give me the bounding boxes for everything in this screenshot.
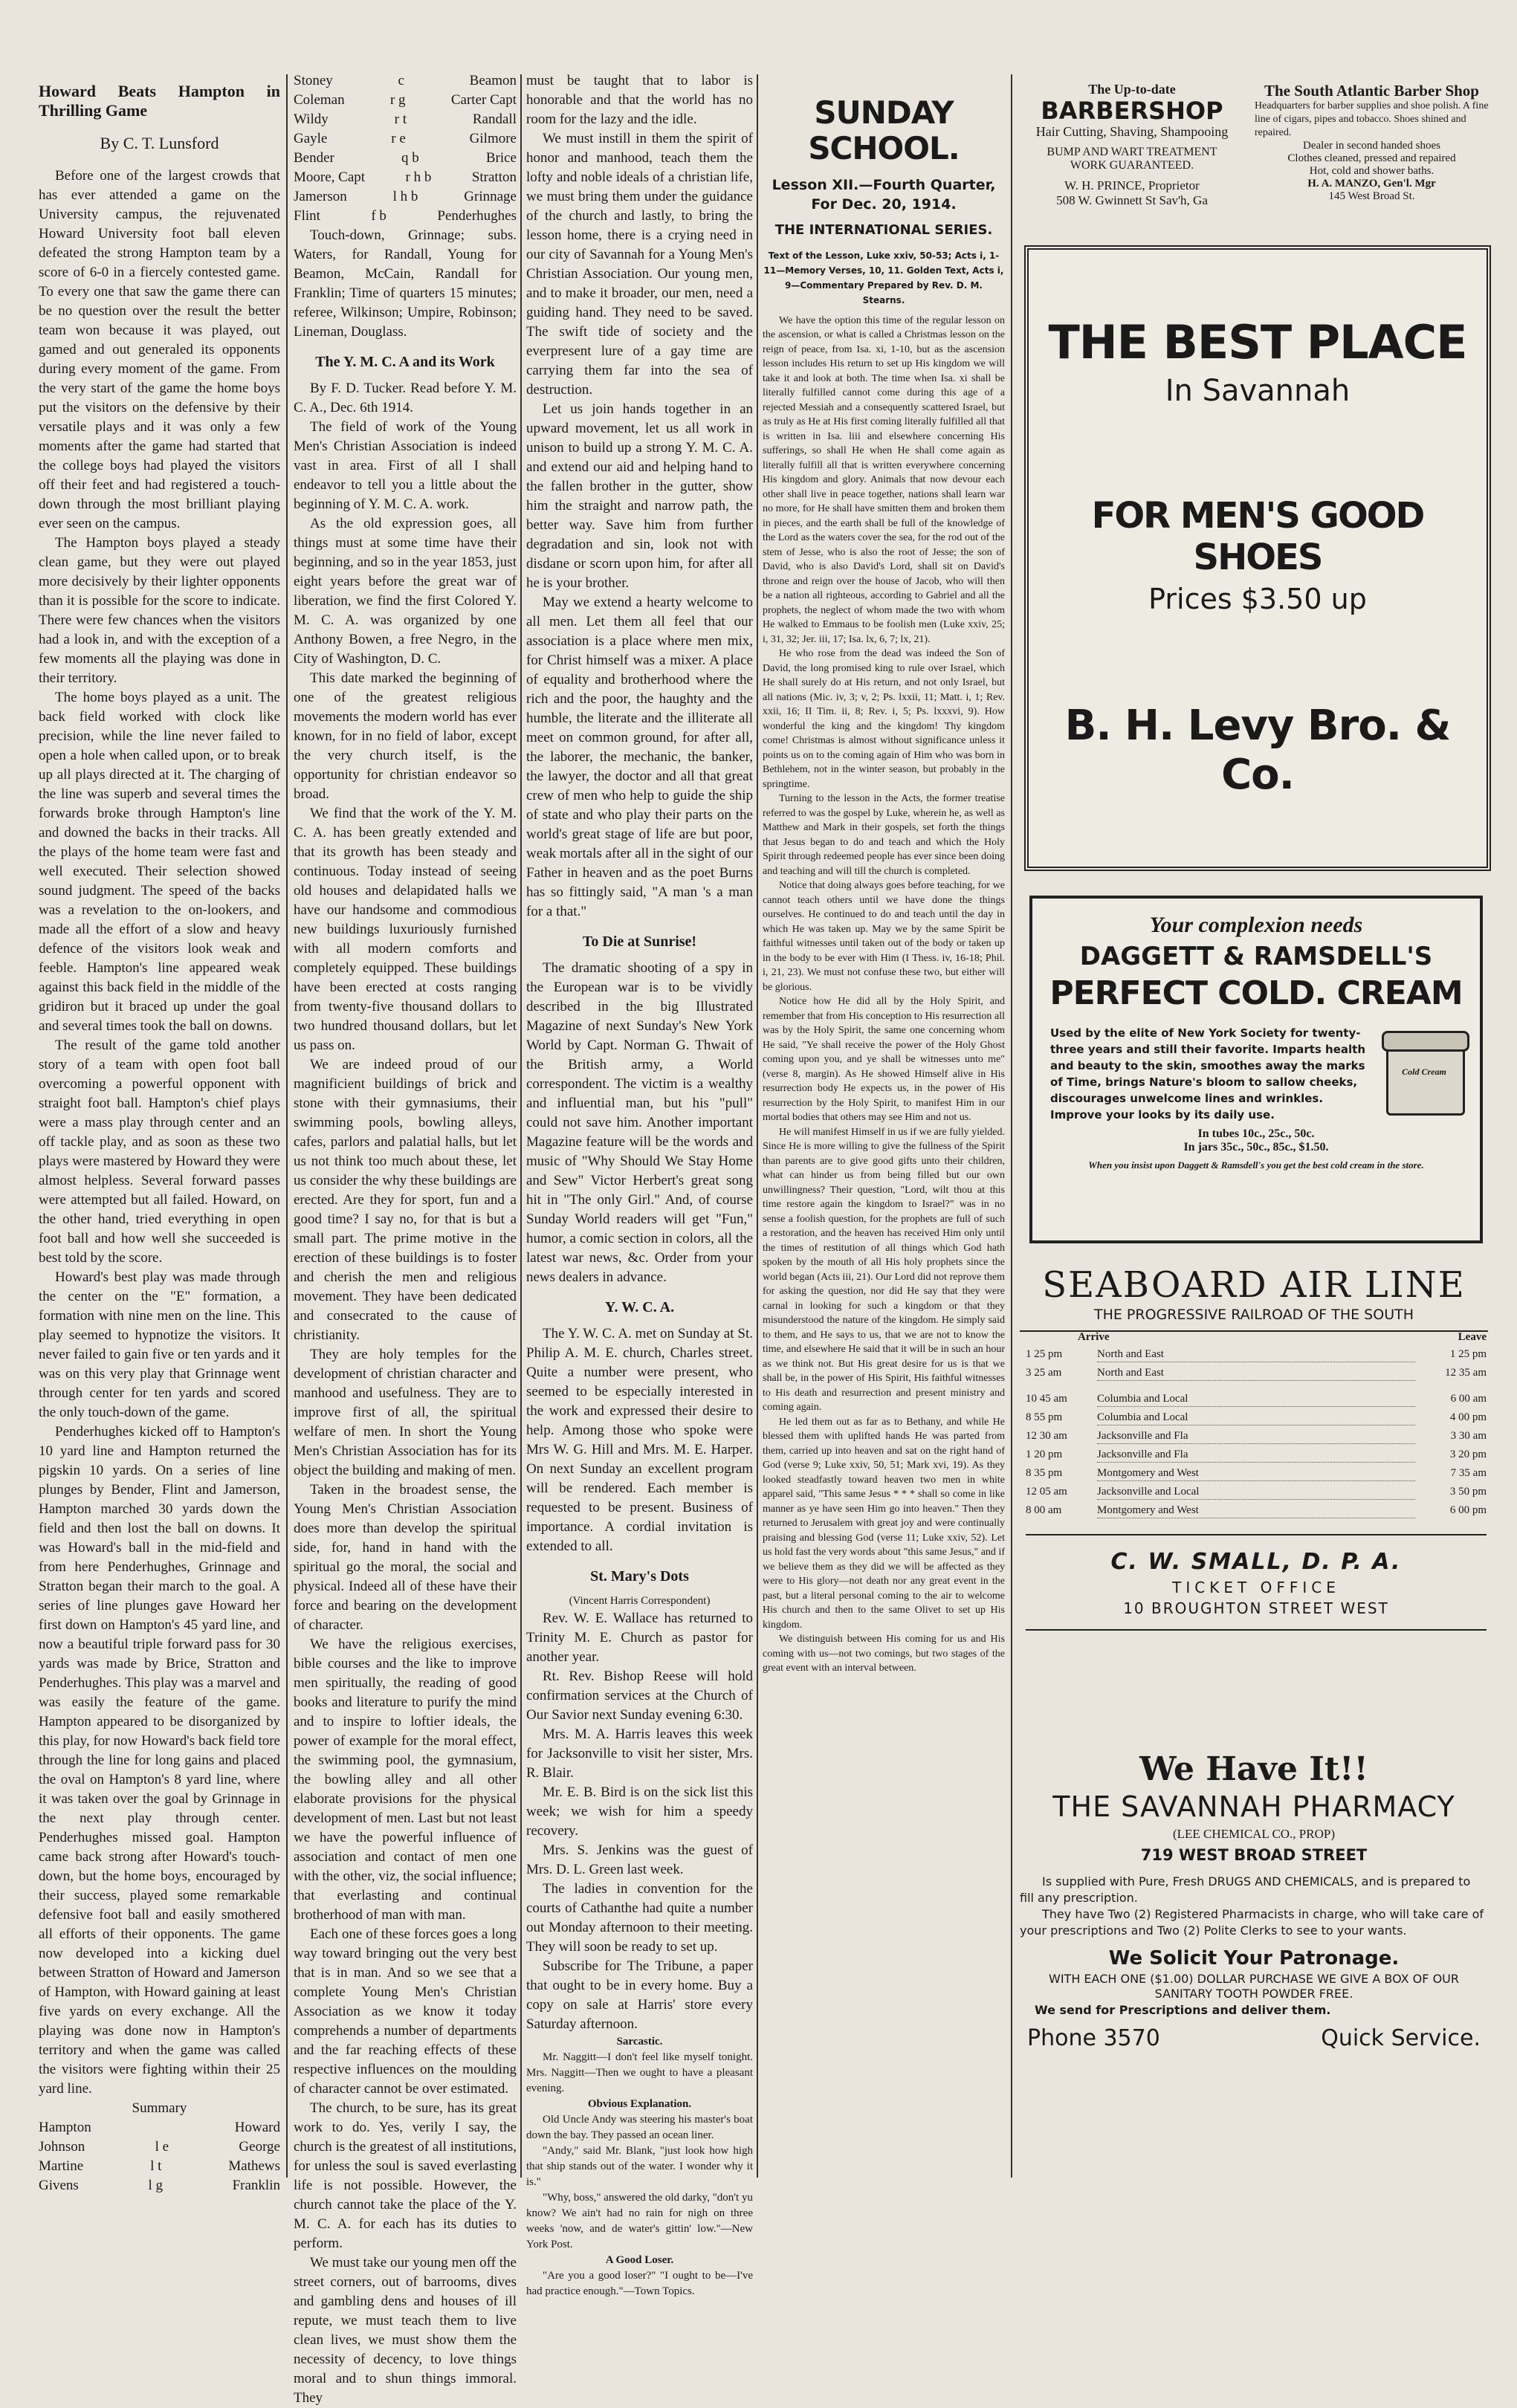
service-tagline: Quick Service. [1321, 2025, 1481, 2051]
article-headline: Obvious Explanation. [587, 2098, 692, 2110]
ad-line: We send for Prescriptions and deliver them. [1035, 2003, 1331, 2017]
ad-line: WITH EACH ONE ($1.00) DOLLAR PURCHASE WE GIVE A BOX OF OUR SANITARY TOOTH POWDER FREE. [1049, 1972, 1459, 2001]
article-paragraph: Subscribe for The Tribune, a paper that ought to be in every home. Buy a copy on sale at Harris' store every Saturday afternoon. [526, 1958, 753, 2032]
pharmacy-footer [1027, 2025, 1481, 2051]
summary-row: Martine l t Mathews [39, 2158, 280, 2174]
article-headline: A Good Loser. [605, 2254, 674, 2266]
ad-line: We Solicit Your Patronage. [1108, 1947, 1400, 1970]
ticket-office: TICKET OFFICE [1172, 1579, 1340, 1596]
seaboard-ad [1020, 1263, 1488, 1332]
article-paragraph: Let us join hands together in an upward movement, let us all work in unison to build up a strong Y. M. C. A. and extend our aid and helping hand to the fallen brother in the gutter, show him the straight and narrow path, the better way. Save him from further degradation and sin, look not with disdane or scorn upon him, for after all he is your brother. [526, 401, 753, 591]
article-byline: By C. T. Lunsford [100, 134, 219, 152]
lineup-row: Wildy r t Randall [294, 111, 517, 127]
lineup-note: Touch-down, Grinnage; subs. Waters, for Randall, Young for Beamon, McCain, Randall for Franklin; Time of quarters 15 minutes; referee, Wilkinson; Umpire, Robinson; Lineman, Douglass. [294, 227, 517, 340]
ad-title: BARBERSHOP [1041, 97, 1223, 125]
ad-body [1050, 1025, 1468, 1123]
lineup-row: Bender q b Brice [294, 150, 517, 166]
article-paragraph: We have the religious exercises, bible courses and the like to improve men spiritually, the reading of good books and literature to purify the mind and to inspire to loftier ideals, the power of example for the moral effect, the swimming pool, the gymnasium, the bowling alley and all other elaborate provisions for the physical development of men. Last but not least we have the powerful influence of association and contact of men one with the other, viz, the social influence; that everlasting and continual brotherhood of man with man. [294, 1637, 517, 1923]
ad-line: Clothes cleaned, pressed and repaired [1287, 152, 1456, 164]
divider [1026, 1629, 1487, 1631]
schedule-row: 8 35 pm Montgomery and West 7 35 am [1026, 1466, 1487, 1485]
article-paragraph: The ladies in convention for the courts of Cathanthe had quite a number out Monday afternoon to their meeting. They will soon be ready to set up. [526, 1881, 753, 1955]
article-paragraph: We have the option this time of the regular lesson on the ascension, or what is called a Christmas lesson on the reign of peace, from Isa. xi, 1-10, but as the ascension lesson includes His return to set up His kingdom we will take it and look at both. The time when Isa. xi shall be literally fulfilled cannot come during this age of a rejected Messiah and a consequently scattered Israel, but as truly as He at His first coming literally fulfilled all that is written in Isa. liii and elsewhere concerning His sufferings, so shall He when He shall come again as literally fulfill all that is written everywhere concerning His kingdom and glory. Animals that now devour each other shall live in peace together, nations shall learn war no more, for He shall have smitten them and broken them in pieces, and the earth shall be full of the knowledge of the Lord as the waters cover the sea, for the rod out of the stem of Jesse, who is also the root of Jesse; the son of David, who is also David's Lord, shall sit on David's throne and reign over the house of Jacob, who will then be a nation all righteous, according to Gabriel and all the prophets, the neglect of whom made the two with whom He walked to Emmaus to be foolish men (Luke xxiv, 25; i, 31, 32; Jer. iii, 17; Isa. lx, 6, 7; lx, 21). [763, 314, 1005, 645]
article-headline: St. Mary's Dots [590, 1568, 689, 1585]
article-paragraph: Rt. Rev. Bishop Reese will hold confirmation services at the Church of Our Savior next Sunday evening 6:30. [526, 1669, 753, 1723]
summary-label: Summary [132, 2100, 187, 2116]
column-4 [763, 95, 1005, 2176]
summary-header: Hampton Howard [39, 2120, 280, 2135]
lineup-row: Moore, Capt r h b Stratton [294, 169, 517, 185]
article-paragraph: Notice that doing always goes before teaching, for we cannot teach others until we have done the things ourselves. He continued to do and teach until the day in which He was taken up. May we by the same Spirit be faithful witnesses until taken out of the body or taken up in the body to be ever with Him (I Thess. iv, 16-18; Phil. i, 21, 23). We must not confuse these two, but either will be glorious. [763, 880, 1005, 993]
sunday-school-masthead: SUNDAY SCHOOL. [808, 94, 960, 166]
lineup-row: Coleman r g Carter Capt [294, 92, 517, 108]
ad-title: PERFECT COLD. CREAM [1049, 974, 1463, 1012]
barber-shop-ad [1255, 82, 1489, 230]
train-schedule [1026, 1330, 1487, 1631]
office-address: 10 BROUGHTON STREET WEST [1123, 1599, 1389, 1617]
lesson-text: Text of the Lesson, Luke xxiv, 50-53; Acts i, 1-11—Memory Verses, 10, 11. Golden Text, Acts i, 9—Commentary Prepared by Rev. D. M. Stearns. [763, 250, 1004, 305]
ad-line: Hair Cutting, Shaving, Shampooing [1035, 124, 1229, 139]
article-paragraph: Mrs. S. Jenkins was the guest of Mrs. D. L. Green last week. [526, 1842, 753, 1877]
ad-line: The Up-to-date [1088, 82, 1176, 97]
schedule-row: 1 20 pm Jacksonville and Fla 3 20 pm [1026, 1448, 1487, 1466]
ad-title: THE SAVANNAH PHARMACY [1052, 1790, 1455, 1823]
lineup-row: Gayle r e Gilmore [294, 131, 517, 146]
article-paragraph: Before one of the largest crowds that has ever attended a game on the University campus, the rejuvenated Howard University foot ball eleven defeated the strong Hampton team by a score of 6-0 in a fiercely contested game. To every one that saw the game there can be no question over the result the better team won because it was played, out gamed and out generaled its opponents during every moment of the game. From the very start of the game the home boys put the visitors on the defensive by their versatile plays and it was only a few moments after the game had started that the college boys had played the visitors off their feet and had registered a touch-down through the most brilliant playing ever seen on the campus. [39, 168, 280, 531]
ad-title: THE BEST PLACE [1048, 315, 1467, 369]
schedule-row: 8 00 am Montgomery and West 6 00 pm [1026, 1504, 1487, 1522]
ad-title: B. H. Levy Bro. & Co. [1064, 702, 1451, 799]
article-paragraph: We must take our young men off the street corners, out of barrooms, dives and gambling dens and houses of ill repute, we must teach them to live clean lives, we must show them the necessity of decency, to love things moral and to shun things immoral. They [294, 2255, 517, 2406]
column-rule [286, 74, 288, 2178]
ad-line: In tubes 10c., 25c., 50c. [1197, 1127, 1315, 1140]
lineup-row: Stoney c Beamon [294, 73, 517, 88]
ad-title: DAGGETT & RAMSDELL'S [1079, 942, 1433, 971]
column-rule [1011, 74, 1012, 2178]
ad-line: Hot, cold and shower baths. [1309, 165, 1434, 177]
article-headline: Y. W. C. A. [604, 1299, 675, 1315]
article-paragraph: The field of work of the Young Men's Christian Association is indeed vast in area. First of all I shall endeavor to tell you a little about the beginning of Y. M. C. A. work. [294, 419, 517, 512]
article-paragraph: "Why, boss," answered the old darky, "don't yu know? We ain't had no rain for nigh on three weeks 'now, and de water's gittin' low."—New York Post. [526, 2192, 753, 2250]
article-paragraph: Mr. Naggitt—I don't feel like myself tonight. Mrs. Naggitt—Then we ought to have a pleasant evening. [526, 2051, 753, 2094]
ad-line: In jars 35c., 50c., 85c., $1.50. [1183, 1141, 1329, 1153]
article-paragraph: Notice how He did all by the Holy Spirit, and remember that from His conception to His resurrection all was by the Holy Spirit, the same one concerning whom He said, "Ye shall receive the power of the Holy Ghost coming upon you, and ye shall be witnesses unto me" (verse 8, margin). As He showed Himself alive in His resurrection body He expects us, in the power of His resurrection by the Holy Spirit, to manifest Him in our mortal bodies that others may see Him and not us. [763, 996, 1005, 1123]
article-paragraph: He will manifest Himself in us if we are fully yielded. Since He is more willing to give the fullness of the Spirit than parents are to give good gifts unto their children, what can hinder us from being filled but our own unwillingness? Their question, "Lord, wilt thou at this time restore again the kingdom to Israel?" was in no sense a foolish question, for the prophets are full of such a restoration, and the heaven has received Him only until the times of restitution of all things which God hath spoken by the mouth of all His holy prophets since the world began (Acts iii, 21). Our Lord did not reprove them for asking the question, nor did He say that they were carnal in looking for such a kingdom or that they misunderstood the nature of the kingdom. He simply said to them, and He says to us, that we are not to know the time, and elsewhere He said that it will be in such an hour as we think not. But His great desire for us is that we shall be, in the power of His Spirit, His faithful witnesses to His death and resurrection and present ministry and coming again. [763, 1126, 1005, 1413]
article-paragraph: Rev. W. E. Wallace has returned to Trinity M. E. Church as pastor for another year. [526, 1611, 753, 1665]
article-paragraph: Penderhughes kicked off to Hampton's 10 yard line and Hampton returned the pigskin 10 yards. On a series of line plunges by Bender, Flint and Jamerson, Hampton marched 30 yards down the field and then lost the ball on downs. It was Howard's ball in the mid-field and from here Penderhughes, Grinnage and Stratton began their march to the goal. A series of line plunges gave Howard her first down on Hampton's 45 yard line, and now a beautiful triple forward pass for 30 yards was made by Brice, Stratton and Penderhughes. This play was a marvel and was easily the feature of the game. Hampton appeared to be disorganized by this play, for now Howard's back field tore through the line for long gains and placed the oval on Hampton's 8 yard line, where it was taken over the goal by Grinnage in the next play through center. Penderhughes missed goal. Hampton came back strong after Howard's touch-down, but the home boys, encouraged by their success, played some remarkable defensive foot ball and easily smothered all efforts of their opponents. The game now developed into a kicking duel between Stratton of Howard and Jamerson of Hampton, with Howard gaining at least five yards on every exchange. All the playing was done now in Hampton's territory and when the game was called the visitors were fighting within their 25 yard line. [39, 1424, 280, 2097]
column-3 [526, 71, 753, 2297]
summary-row: Givens l g Franklin [39, 2178, 280, 2193]
article-paragraph: Turning to the lesson in the Acts, the former treatise referred to was the gospel by Luke, wherein he, as well as Matthew and Mark in their gospels, set forth the things that Jesus began to do and teach and which the Holy Spirit through redeemed people has ever since been doing and teaching and will till the church is completed. [763, 793, 1005, 877]
article-paragraph: must be taught that to labor is honorable and that the world has no room for the lazy and the idle. [526, 73, 753, 127]
article-paragraph: The church, to be sure, has its great work to do. Yes, verily I say, the church is the greatest of all institutions, for unless the soul is saved everlasting life is not possible. However, the church cannot take the place of the Y. M. C. A. for each has its duties to perform. [294, 2100, 517, 2251]
column-rule [520, 74, 522, 2178]
article-paragraph: May we extend a hearty welcome to all men. Let them all feel that our association is a place where men mix, for Christ himself was a mixer. A place of equality and brotherhood where the rich and the poor, the haughty and the humble, the literate and the illiterate all meet on common ground, for after all, the laborer, the mechanic, the banker, the lawyer, the doctor and all that great crew of men who help to guide the ship of state and who play their parts on the world's great stage of life are but poor, weak mortals after all in the sight of our Father in heaven and as the poet Burns has so fittingly said, "A man 's a man for a that." [526, 595, 753, 919]
article-paragraph: Each one of these forces goes a long way toward bringing out the very best that is in man. And so we see that a complete Young Men's Christian Association as we know it today comprehends a number of departments and the far reaching effects of these respective influences on the moulding of character cannot be over estimated. [294, 1926, 517, 2097]
article-headline: The Y. M. C. A and its Work [315, 354, 495, 370]
cream-jar-icon [1379, 1025, 1468, 1122]
article-byline: (Vincent Harris Correspondent) [569, 1595, 711, 1607]
ad-line: 719 WEST BROAD STREET [1140, 1846, 1368, 1864]
schedule-row: 12 30 am Jacksonville and Fla 3 30 am [1026, 1429, 1487, 1448]
schedule-row: 8 55 pm Columbia and Local 4 00 pm [1026, 1411, 1487, 1429]
lineup-table [294, 71, 517, 226]
article-headline: Sarcastic. [616, 2036, 663, 2048]
pharmacy-ad [1020, 1750, 1488, 2051]
article-paragraph: The Y. W. C. A. met on Sunday at St. Philip A. M. E. church, Charles street. Quite a number were present, who seemed to be especially interested in the work and expressed their desire to help. Among those who spoke were Mrs W. G. Hill and Mrs. M. E. Harper. On next Sunday an excellent program will be rendered. Each member is requested to be present. Business of importance. A cordial invitation is extended to all. [526, 1326, 753, 1554]
cold-cream-ad [1029, 896, 1483, 1243]
barber-shop-ad [1017, 82, 1247, 230]
ad-title: FOR MEN'S GOOD SHOES [1091, 495, 1424, 578]
lineup-row: Flint f b Penderhughes [294, 208, 517, 224]
article-paragraph: Mrs. M. A. Harris leaves this week for Jacksonville to visit her sister, Mrs. R. Blair. [526, 1726, 753, 1781]
ad-line: They have Two (2) Registered Pharmacists in charge, who will take care of your prescriptions and Two (2) Polite Clerks to see to your wants. [1020, 1907, 1484, 1938]
summary-row: Johnson l e George [39, 2139, 280, 2155]
article-paragraph: The result of the game told another story of a team with open foot ball overcoming a powerful opponent with straight foot ball. Hampton's chief plays were a mass play through center and an off tackle play, and as soon as these two plays were mastered by Howard they were almost helpless. Several forward passes were attempted but all failed. Howard, on the other hand, tried everything in open foot ball and how well she succeeded is best told by the score. [39, 1038, 280, 1266]
article-paragraph: The Hampton boys played a steady clean game, but they were out played more decisively by their lighter opponents than it is possible for the score to indicate. There were few chances when the visitors had a look in, and with the exception of a few moments all the playing was done in their territory. [39, 535, 280, 686]
phone-number: Phone 3570 [1027, 2025, 1160, 2051]
ad-line: THE PROGRESSIVE RAILROAD OF THE SOUTH [1093, 1307, 1414, 1323]
ad-line: Is supplied with Pure, Fresh DRUGS AND CHEMICALS, and is prepared to fill any prescription. [1020, 1874, 1471, 1905]
article-paragraph: He who rose from the dead was indeed the Son of David, the long promised king to rule over Israel, which He shall surely do at His return, and not only Israel, but all nations (Mic. iv, 3; v, 2; Ps. lxxii, 11; Matt. i, 1; Rev. xxii, 16; II Tim. ii, 8; Rev. i, 5; Ps. lxxxvi, 9). How wonderful the king and the kingdom! Thy kingdom come! Christmas is almost without significance unless it points us on to the coming again of Him who was born in Bethlehem, not in the winter season, but probably in the springtime. [763, 648, 1005, 790]
summary-table [39, 2118, 280, 2195]
levy-shoes-ad [1024, 245, 1491, 871]
article-paragraph: Old Uncle Andy was steering his master's boat down the bay. They passed an ocean liner. [526, 2114, 753, 2141]
series-title: THE INTERNATIONAL SERIES. [774, 222, 993, 238]
article-paragraph: This date marked the beginning of one of the greatest religious movements the modern world has ever known, for in no field of labor, except the very church itself, is the opportunity for christian endeavor so broad. [294, 670, 517, 802]
article-paragraph: The dramatic shooting of a spy in the European war is to be vividly described in the big Illustrated Magazine of next Sunday's New York World by Capt. Norman G. Thwait of the British army, a World correspondent. The victim is a wealthy and influential man, but his "pull" could not save him. Another important Magazine feature will be the words and music of "Why Should We Stay Home and Sew" Victor Herbert's great song hit in "The only Girl." And, of course Sunday World readers will get "Fun," humor, a comic section in colors, all the latest war news, &c. Order from your news dealers in advance. [526, 960, 753, 1285]
ad-line: 508 W. Gwinnett St Sav'h, Ga [1056, 193, 1208, 207]
schedule-row: 1 25 pm North and East 1 25 pm [1026, 1347, 1487, 1366]
article-paragraph: We distinguish between His coming for us and His coming with us—not two comings, but two stages of the great event with an interval between. [763, 1634, 1005, 1674]
schedule-header: Arrive Leave [1078, 1331, 1487, 1343]
article-paragraph: Howard's best play was made through the center on the "E" formation, a formation with nine men on the line. This play seemed to hypnotize the visitors. It never failed to gain five or ten yards and it was on this very play that Grinnage went through center for ten yards and scored the only touch-down of the game. [39, 1269, 280, 1420]
article-paragraph: Taken in the broadest sense, the Young Men's Christian Association does more than develop the spiritual side, for, hand in hand with the spiritual go the moral, the social and physical. Indeed all of these have their force and bearing on the development of character. [294, 1482, 517, 1633]
article-paragraph: As the old expression goes, all things must at some time have their beginning, and so in the year 1853, just eight years before the great war of liberation, we find the first Colored Y. M. C. A. was organized by one Anthony Bowen, a free Negro, in the City of Washington, D. C. [294, 516, 517, 667]
ad-title: We Have It!! [1139, 1750, 1368, 1788]
article-headline: To Die at Sunrise! [582, 933, 697, 950]
article-paragraph: "Are you a good loser?" "I ought to be—I've had practice enough."—Town Topics. [526, 2270, 753, 2297]
ad-line: WORK GUARANTEED. [1070, 159, 1194, 172]
article-paragraph: Mr. E. B. Bird is on the sick list this week; we wish for him a speedy recovery. [526, 1784, 753, 1839]
schedule-row: 10 45 am Columbia and Local 6 00 am [1026, 1392, 1487, 1411]
article-paragraph: They are holy temples for the development of christian character and manhood and usefulness. They are to improve first of all, the spiritual welfare of men. In short the Young Men's Christian Association has for its object the building and making of men. [294, 1347, 517, 1478]
ad-line: In Savannah [1165, 374, 1351, 408]
schedule-row: 12 05 am Jacksonville and Local 3 50 pm [1026, 1485, 1487, 1504]
divider [1026, 1534, 1487, 1535]
column-1 [39, 82, 280, 2193]
column-rule [757, 74, 758, 2178]
agent-name: C. W. SMALL, D. P. A. [1110, 1549, 1402, 1575]
article-headline: Howard Beats Hampton in Thrilling Game [39, 82, 280, 120]
article-byline: By F. D. Tucker. Read before Y. M. C. A., Dec. 6th 1914. [294, 381, 517, 415]
schedule-row: 3 25 am North and East 12 35 am [1026, 1366, 1487, 1385]
lesson-title: Lesson XII.—Fourth Quarter, For Dec. 20, 1914. [772, 177, 996, 213]
lineup-row: Jamerson l h b Grinnage [294, 189, 517, 204]
ad-title: SEABOARD AIR LINE [1042, 1264, 1466, 1306]
jar-label: Cold Cream [1402, 1067, 1446, 1077]
ad-line: Dealer in second handed shoes [1303, 140, 1440, 152]
article-paragraph: We are indeed proud of our magnificient buildings of brick and stone with their gymnasiums, their swimming pools, bowling alleys, cafes, parlors and palatial halls, but let us not think too much about these, let us consider the why these buildings are erected. Are they for sport, fun and a good time? I say no, for that is but a small part. The prime motive in the erection of these buildings is to foster and cherish the men and religious movement. They have been dedicated and consecrated to the cause of christianity. [294, 1057, 517, 1343]
article-paragraph: The home boys played as a unit. The back field worked with clock like precision, while the line never failed to open a hole when called upon, or to break up all plays directed at it. The charging of the line was superb and several times the forwards broke through Hampton's line and downed the backs in their tracks. All the plays of the home team were fast and well executed. Their selection showed sound judgment. The speed of the backs was a revelation to the on-lookers, and made all the effort of a slow and heavy defence of the visitors look weak and feeble. Hampton's line appeared weak against this back field in the middle of the gridiron but it braced up under the goal and several times took the ball on downs. [39, 690, 280, 1034]
ad-line: BUMP AND WART TREATMENT [1047, 146, 1217, 158]
ad-line: Headquarters for barber supplies and shoe polish. A fine line of cigars, pipes and tobacco. Shoes shined and repaired. [1255, 100, 1489, 138]
ad-line: (LEE CHEMICAL CO., PROP) [1172, 1827, 1335, 1841]
column-2 [294, 71, 517, 2406]
ad-line: Prices $3.50 up [1148, 583, 1367, 615]
article-paragraph: "Andy," said Mr. Blank, "just look how high that ship stands out of the water. I wonder why it is." [526, 2145, 753, 2188]
ad-line: Used by the elite of New York Society for twenty-three years and still their favorite. Imparts health and beauty to the skin, smoothes away the marks of Time, brings Nature's bloom to sallow cheeks, discourages unwelcome lines and wrinkles. Improve your looks by its daily use. [1050, 1026, 1366, 1122]
article-paragraph: We must instill in them the spirit of honor and manhood, teach them the lofty and noble ideals of a christian life, we must bring them under the guidance of the church and lastly, to bring the lesson home, there is a crying need in our city of Savannah for a Young Men's Christian Association. Our young men, and to make it broader, our men, need a guiding hand. They need to be saved. The swift tide of society and the everpresent lure of a gay time are carrying them far into the sea of destruction. [526, 131, 753, 398]
ad-line: When you insist upon Daggett & Ramsdell's you get the best cold cream in the store. [1088, 1159, 1424, 1171]
ad-title: The South Atlantic Barber Shop [1264, 82, 1479, 100]
article-paragraph: We find that the work of the Y. M. C. A. has been greatly extended and that its growth has been steady and continuous. Today instead of seeing old houses and delapidated halls we have our handsome and commodious new buildings luxuriously furnished with all modern comforts and completely equipped. These buildings have been erected at costs ranging from twenty-five thousand dollars to two hundred thousand dollars, but let us pass on. [294, 806, 517, 1053]
ad-line: H. A. MANZO, Gen'l. Mgr [1307, 178, 1436, 190]
ad-line: Your complexion needs [1149, 913, 1363, 937]
article-paragraph: He led them out as far as to Bethany, and while He blessed them with uplifted hands He was parted from them, carried up into heaven and sat on the right hand of God (verse 9; Luke xxiv, 50, 51; Mark xvi, 19). As they looked steadfastly toward heaven two men in white apparel said, "This same Jesus * * * shall so come in like manner as ye have seen Him go into heaven." Then they returned to Jerusalem with great joy and were continually praising and blessing God (verse 11; Luke xxiv, 52). Let us hold fast the very words about "this same Jesus," and if we believe them as they did we will be affected as they were to His glory—not death nor any great event in the past, but a literal personal coming to the air to welcome His church and then to the same Olivet to set up His kingdom. [763, 1416, 1005, 1631]
ad-line: 145 West Broad St. [1328, 190, 1415, 202]
ad-line: W. H. PRINCE, Proprietor [1064, 178, 1200, 192]
